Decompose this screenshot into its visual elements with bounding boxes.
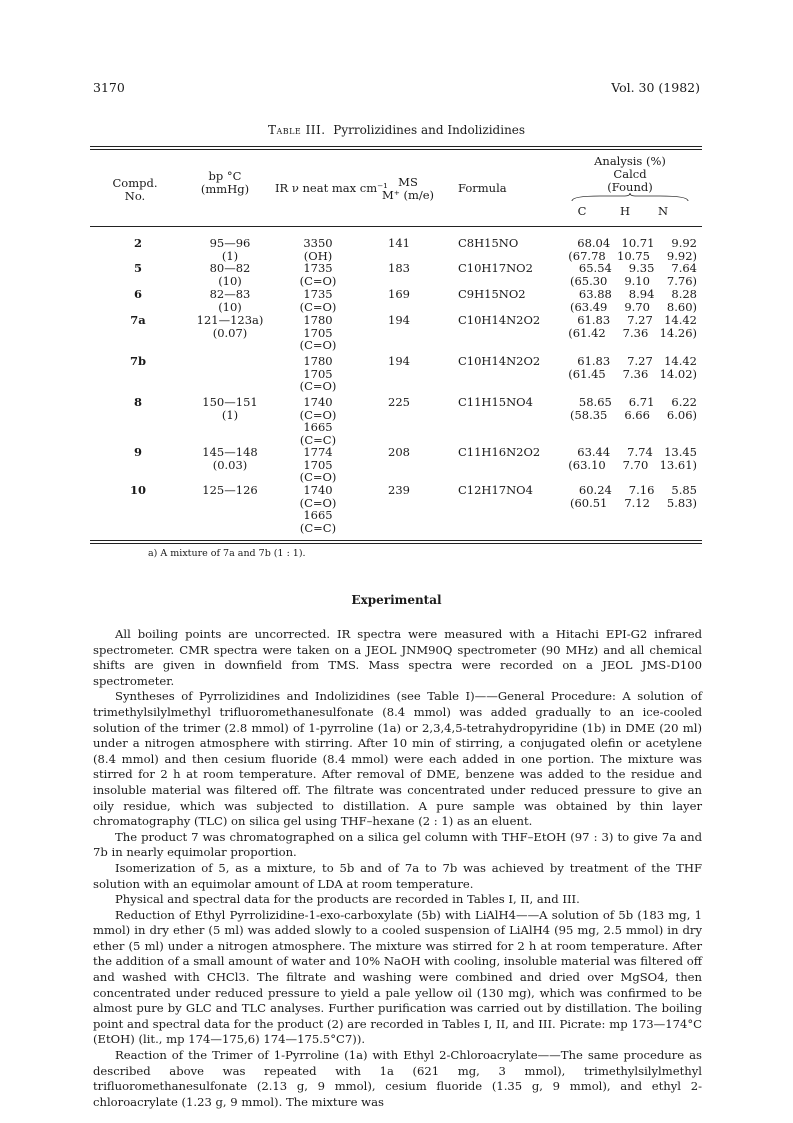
row-ir: 1740 (C=O) 1665 (C=C) [299,395,337,447]
row-compound-number: 5 [133,261,142,275]
row-formula: C10H14N2O2 [458,313,541,327]
row-compound-number: 9 [133,445,142,459]
analysis-brace [570,193,690,203]
row-ir: 1774 1705 (C=O) [299,445,337,485]
row-compound-number: 10 [129,483,146,497]
paragraph: All boiling points are uncorrected. IR spectra were measured with a Hitachi EPI-G2 infrared spectrometer. CMR spectra were taken on a JEOL JNM90Q spectrometer (90 MHz) and all chemical shifts are given in downfield from TMS. Mass spectra were recorded on a JEOL JMS-D100 spectrometer. [93,627,702,688]
header-formula: Formula [458,181,507,195]
row-analysis: 63.88 8.94 8.28 (63.49 9.70 8.60) [569,287,697,314]
table-footnote: a) A mixture of 7a and 7b (1 : 1). [148,548,306,559]
row-analysis: 61.83 7.27 14.42 (61.42 7.36 14.26) [568,313,697,340]
row-ir: 1735 (C=O) [299,287,337,314]
body-text [93,627,702,1110]
section-title: Experimental [351,593,442,607]
row-bp: 125—126 [202,483,258,497]
row-bp: 82—83 (10) [209,287,251,314]
paragraph: Physical and spectral data for the products are recorded in Tables I, II, and III. [115,892,580,907]
page-number: 3170 [93,80,125,95]
header-analysis: Analysis (%) Calcd (Found) [594,154,666,194]
row-compound-number: 2 [133,236,142,250]
row-formula: C9H15NO2 [458,287,526,301]
row-ir: 1740 (C=O) 1665 (C=C) [299,483,337,535]
row-bp: 80—82 (10) [209,261,251,288]
table-caption [0,123,793,137]
row-bp: 121—123a) (0.07) [196,313,264,340]
header-c: C [577,204,587,218]
table-header-rule [90,226,702,227]
row-ir: 1780 1705 (C=O) [299,313,337,353]
row-ms: 183 [388,261,410,275]
volume-label: Vol. 30 (1982) [611,80,700,95]
row-compound-number: 6 [133,287,142,301]
row-ms: 141 [388,236,410,250]
header-ms: MS M⁺ (m/e) [381,175,435,202]
row-ir: 1780 1705 (C=O) [299,354,337,394]
paragraph: Isomerization of 5, as a mixture, to 5b and of 7a to 7b was achieved by treatment of the THF solution with an equimolar amount of LDA at room temperature. [93,860,702,891]
paragraph: Reaction of the Trimer of 1-Pyrroline (1a) with Ethyl 2-Chloroacrylate——The same procedure as described above was repeated with 1a (621 mg, 3 mmol), trimethylsilylmethyl trifluoromethanesulfonate (2.13 g, 9 mmol), cesium fluoride (1.35 g, 9 mmol), and ethyl 2-chloroacrylate (1.23 g, 9 mmol). The mixture was [93,1048,702,1109]
row-analysis: 58.65 6.71 6.22 (58.35 6.66 6.06) [569,395,697,422]
row-ms: 169 [388,287,410,301]
row-bp: 95—96 (1) [209,236,251,263]
row-ms: 208 [388,445,410,459]
row-bp: 150—151 (1) [202,395,258,422]
row-analysis: 65.54 9.35 7.64 (65.30 9.10 7.76) [569,261,697,288]
row-analysis: 68.04 10.71 9.92 (67.78 10.75 9.92) [568,236,697,263]
row-formula: C11H15NO4 [458,395,533,409]
row-ms: 239 [388,483,410,497]
header-h: H [619,204,631,218]
table-caption-label: Table III. [267,123,326,137]
row-compound-number: 7a [130,313,146,327]
table-bottom-rule [90,540,702,541]
paragraph: Syntheses of Pyrrolizidines and Indolizidines (see Table I)——General Procedure: A solution of trimethylsilylmethyl trifluoromethanesulfonate (8.4 mmol) was added gradually to an ice-cooled solution of the trimer (2.8 mmol) of 1-pyrroline (1a) or 2,3,4,5-tetrahydropyridine (1b) in DME (20 ml) under a nitrogen atmosphere with stirring. After 10 min of stirring, a conjugated olefin or acetylene (8.4 mmol) and then cesium fluoride (8.4 mmol) were each added in one portion. The mixture was stirred for 2 h at room temperature. After removal of DME, benzene was added to the residue and insoluble material was filtered off. The filtrate was concentrated under reduced pressure to give an oily residue, which was subjected to distillation. A pure sample was obtained by thin layer chromatography (TLC) on silica gel using THF–hexane (2 : 1) as an eluent. [93,689,702,829]
row-formula: C11H16N2O2 [458,445,541,459]
row-formula: C10H14N2O2 [458,354,541,368]
paragraph: Reduction of Ethyl Pyrrolizidine-1-exo-carboxylate (5b) with LiAlH4——A solution of 5b (183 mg, 1 mmol) in dry ether (5 ml) was added slowly to a cooled suspension of LiAlH4 (95 mg, 2.5 mmol) in dry ether (5 ml) under a nitrogen atmosphere. The mixture was stirred for 2 h at room temperature. After the addition of a small amount of water and 10% NaOH with cooling, insoluble material was filtered off and washed with CHCl3. The filtrate and washing were combined and dried over MgSO4, then concentrated under reduced pressure to yield a pale yellow oil (130 mg), which was confirmed to be almost pure by GLC and TLC analyses. Further purification was carried out by distillation. The boiling point and spectral data for the product (2) are recorded in Tables I, II, and III. Picrate: mp 173—174°C (EtOH) (lit., mp 174—175,6) 174—175.5°C7)). [93,907,702,1047]
row-ir: 1735 (C=O) [299,261,337,288]
row-ir: 3350 (OH) [303,236,333,263]
table-top-rule-2 [90,149,702,150]
row-analysis: 63.44 7.74 13.45 (63.10 7.70 13.61) [568,445,697,472]
row-ms: 194 [388,313,410,327]
row-analysis: 61.83 7.27 14.42 (61.45 7.36 14.02) [568,354,697,381]
table-bottom-rule-2 [90,543,702,544]
row-formula: C12H17NO4 [458,483,533,497]
header-n: N [657,204,669,218]
header-ir: IR ν neat max cm⁻¹ [275,181,388,195]
row-analysis: 60.24 7.16 5.85 (60.51 7.12 5.83) [569,483,697,510]
row-formula: C10H17NO2 [458,261,533,275]
row-compound-number: 7b [129,354,147,368]
table-caption-text: Pyrrolizidines and Indolizidines [333,123,526,137]
row-formula: C8H15NO [458,236,519,250]
header-compd: Compd. No. [112,176,158,203]
row-ms: 225 [388,395,410,409]
header-bp: bp °C (mmHg) [200,169,250,196]
table-top-rule [90,146,702,147]
row-compound-number: 8 [133,395,142,409]
paragraph: The product 7 was chromatographed on a silica gel column with THF–EtOH (97 : 3) to give 7a and 7b in nearly equimolar proportion. [93,829,702,860]
row-bp: 145—148 (0.03) [202,445,258,472]
row-ms: 194 [388,354,410,368]
